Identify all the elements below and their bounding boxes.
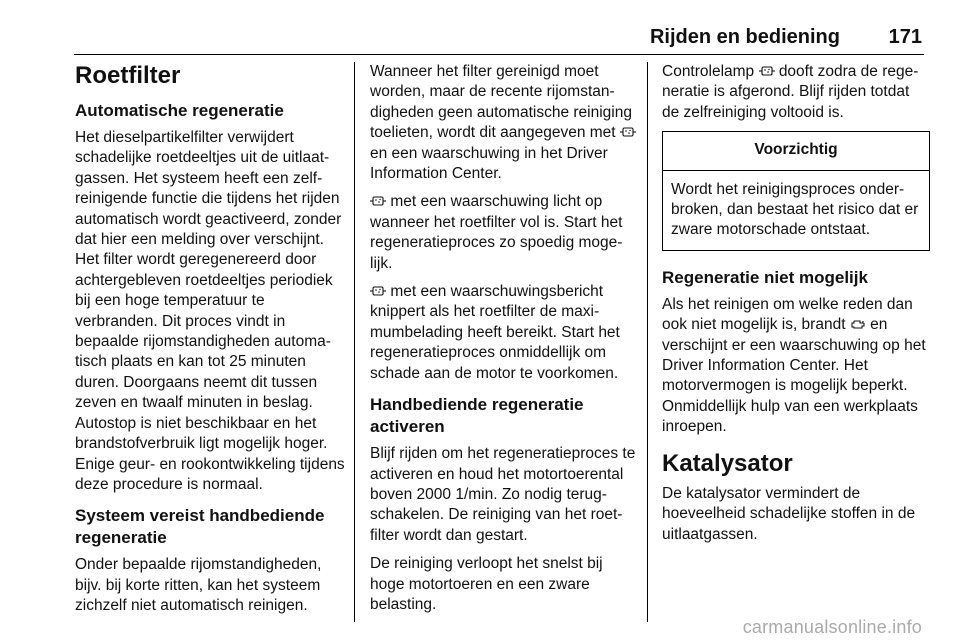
particulate-filter-icon <box>759 65 775 77</box>
page-header <box>0 26 960 54</box>
caution-text: Wordt het reinigingsproces onderbroken, dan bestaat het risico dat er zware motorschade ontstaat. <box>671 180 919 239</box>
subheading-activate-manual-regeneration: Handbediende regeneratie activeren <box>370 395 584 437</box>
heading-katalysator: Katalysator <box>662 449 793 477</box>
paragraph: Blijf rijden om het regeneratieproces te activeren en houd het motortoerental boven 2000 1/min. Zo nodig terugschakelen. De reiniging van het roetfilter wordt dan gestart. <box>370 445 636 544</box>
particulate-filter-icon <box>370 195 386 207</box>
subheading-regeneration-not-possible: Regeneratie niet mogelijk <box>662 267 868 287</box>
column-divider-1 <box>354 62 355 622</box>
heading-roetfilter: Roetfilter <box>75 62 181 89</box>
paragraph: Onder bepaalde rijomstandigheden, bijv. bij korte ritten, kan het systeem zichzelf niet automatisch reinigen. <box>75 556 322 615</box>
column-1 <box>75 62 347 625</box>
paragraph: De katalysator vermindert de hoeveelheid schadelijke stoffen in de uitlaatgassen. <box>662 484 916 543</box>
particulate-filter-icon <box>620 126 636 138</box>
column-divider-2 <box>647 62 648 622</box>
paragraph: Als het reinigen om welke reden dan ook niet mogelijk is, brandt en verschijnt er een waarschuwing op het Driver Information Center. Het motorvermogen is mogelijk beperkt. Onmiddellijk hulp van een werkplaats inroepen. <box>662 295 926 436</box>
paragraph: De reiniging verloopt het snelst bij hoge motortoeren en een zware belasting. <box>370 555 603 613</box>
watermark: carmanualsonline.info <box>742 617 922 637</box>
column-2 <box>370 62 638 623</box>
engine-warning-icon <box>850 318 866 330</box>
paragraph: Wanneer het filter gereinigd moet worden, maar de recente rijomstandigheden geen automatische reiniging toelieten, wordt dit aangegeven met en een waarschuwing in het Driver Information Center. <box>370 62 638 184</box>
paragraph: Controlelamp dooft zodra de regeneratie is afgerond. Blijf rijden totdat de zelfreiniging voltooid is. <box>662 63 919 121</box>
paragraph: met een waarschuwingsbericht knippert als het roetfilter de maximumbelading heeft bereikt. Start het regeneratieproces onmiddellijk om schade aan de motor te voorkomen. <box>370 283 620 382</box>
section-title: Rijden en bediening <box>649 26 840 48</box>
subheading-automatic-regeneration: Automatische regeneratie <box>75 101 284 120</box>
caution-title: Voorzichtig <box>663 132 929 170</box>
caution-box <box>662 131 930 251</box>
particulate-filter-icon <box>370 285 386 297</box>
subheading-manual-regeneration-required: Systeem vereist handbediende regeneratie <box>75 506 325 548</box>
paragraph: Het dieselpartikelfilter verwijdert schadelijke roetdeeltjes uit de uitlaatgassen. Het systeem heeft een zelfreinigende functie die tijdens het rijden automatisch wordt geactiveerd, zonder dat hier een melding over verschijnt. Het filter wordt geregenereerd door achtergebleven roetdeeltjes periodiek bij een hoge temperatuur te verbranden. Dit proces vindt in bepaalde rijomstandigheden automatisch plaats en kan tot 25 minuten duren. Doorgaans neemt dit tussen zeven en twaalf minuten in beslag. Autostop is niet beschikbaar en het brandstofverbruik ligt mogelijk hoger. Enige geur- en rookontwikkeling tijdens deze procedure is normaal. <box>75 129 345 493</box>
paragraph: met een waarschuwing licht op wanneer het roetfilter vol is. Start het regeneratieproces zo spoedig mogelijk. <box>370 193 623 272</box>
header-rule <box>74 54 924 55</box>
page-number: 171 <box>888 26 922 48</box>
column-3 <box>662 62 930 553</box>
